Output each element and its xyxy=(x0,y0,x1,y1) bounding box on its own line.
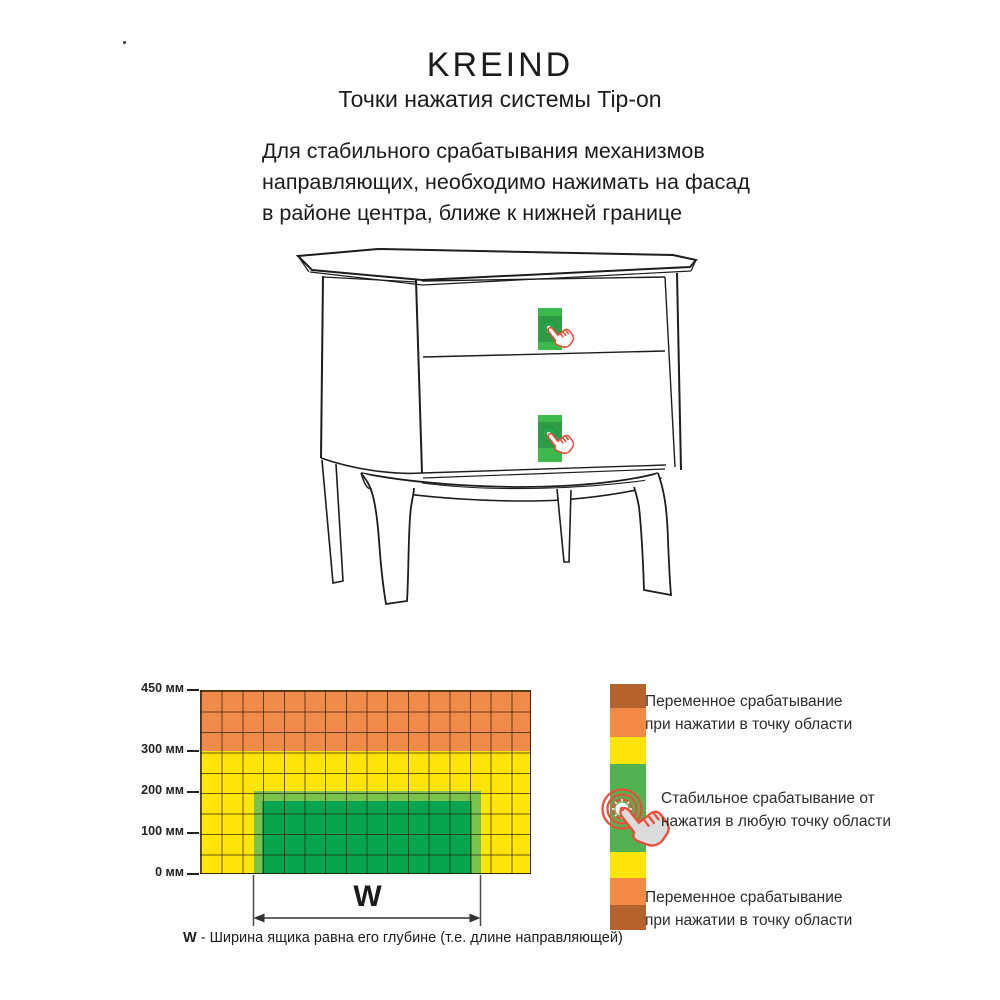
press-sticker-bottom xyxy=(538,415,576,462)
artifact-dot xyxy=(123,41,126,44)
y-tick-dash xyxy=(187,832,199,834)
y-tick-dash xyxy=(187,750,199,752)
legend-bar-segment xyxy=(610,737,646,764)
y-tick-dash xyxy=(187,873,199,875)
grid-lines xyxy=(200,690,531,874)
drawer-divider xyxy=(423,351,665,357)
caption-w: W xyxy=(183,930,197,946)
page-subtitle: Точки нажатия системы Tip-on xyxy=(338,86,662,112)
carcass xyxy=(321,273,681,478)
width-label: W xyxy=(353,880,382,913)
y-tick-label-100: 100 мм xyxy=(141,824,184,838)
y-tick-label-200: 200 мм xyxy=(141,783,184,797)
y-tick-dash xyxy=(187,689,199,691)
y-tick-label-0: 0 мм xyxy=(155,865,184,879)
legend-label-middle: Стабильное срабатывание от нажатия в любую точку области xyxy=(661,790,891,830)
legend-bar-segment xyxy=(610,708,646,737)
brand-title: KREIND xyxy=(426,46,574,84)
legend-bar-segment xyxy=(610,878,646,905)
description-line-1: Для стабильного срабатывания механизмов xyxy=(262,139,705,163)
y-tick-dash xyxy=(187,791,199,793)
chart-caption xyxy=(183,930,623,946)
legend-label-bottom: Переменное срабатывание при нажатии в точку области xyxy=(645,889,853,929)
y-tick-label-450: 450 мм xyxy=(141,681,184,695)
legend-label-top: Переменное срабатывание при нажатии в точку области xyxy=(645,693,853,733)
zone-grid xyxy=(200,690,531,874)
legend-bar-segment xyxy=(610,684,646,708)
nightstand-diagram xyxy=(262,240,742,640)
press-sticker-top xyxy=(538,308,576,351)
description-line-3: в районе центра, ближе к нижней границе xyxy=(262,201,683,225)
legend-bar-segment xyxy=(610,905,646,930)
description-line-2: направляющих, необходимо нажимать на фасад xyxy=(262,170,750,194)
description xyxy=(262,136,750,229)
caption-text: - Ширина ящика равна его глубине (т.е. длине направляющей) xyxy=(196,930,623,946)
y-tick-label-300: 300 мм xyxy=(141,742,184,756)
